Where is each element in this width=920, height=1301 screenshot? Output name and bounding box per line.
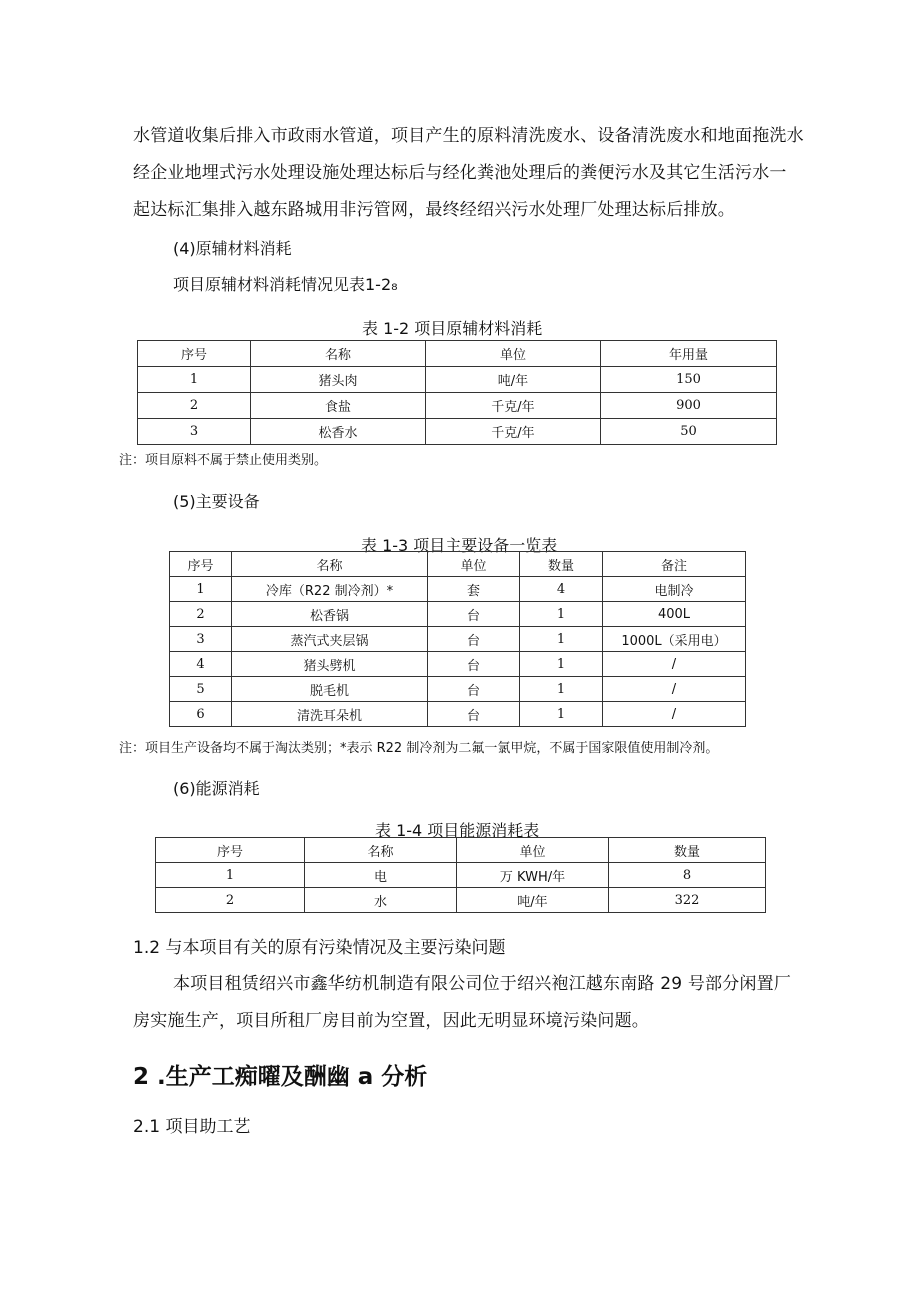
table-cell: 2 — [170, 602, 232, 627]
intro-paragraph — [133, 118, 804, 229]
chapter-2-heading: 2 .生产工痴曜及酬幽 a 分析 — [133, 1064, 428, 1090]
table-1-4 — [155, 837, 766, 913]
table-cell: 1000L（采用电） — [603, 627, 746, 652]
col-header: 年用量 — [601, 341, 777, 367]
table-cell: 4 — [170, 652, 232, 677]
section-5-heading: (5)主要设备 — [173, 492, 260, 511]
table-cell: 水 — [305, 888, 457, 913]
table-row — [170, 652, 746, 677]
col-header: 序号 — [170, 552, 232, 577]
table-cell: 1 — [520, 652, 603, 677]
table-cell: 322 — [609, 888, 766, 913]
table-header-row — [170, 552, 746, 577]
col-header: 单位 — [426, 341, 601, 367]
col-header: 名称 — [251, 341, 426, 367]
col-header: 名称 — [305, 838, 457, 863]
table-cell: 电制冷 — [603, 577, 746, 602]
table-cell: 2 — [156, 888, 305, 913]
table-row — [170, 602, 746, 627]
table-cell: 1 — [138, 367, 251, 393]
table-cell: 1 — [520, 627, 603, 652]
table-cell: 5 — [170, 677, 232, 702]
table-cell: 吨/年 — [457, 888, 609, 913]
table-cell: 套 — [428, 577, 520, 602]
table-header-row — [156, 838, 766, 863]
table-cell: 150 — [601, 367, 777, 393]
table-cell: 猪头劈机 — [232, 652, 428, 677]
table-cell: 松香水 — [251, 419, 426, 445]
table-row — [170, 577, 746, 602]
table-1-3-caption: 表 1-3 项目主要设备一览表 — [361, 536, 558, 555]
col-header: 单位 — [457, 838, 609, 863]
table-cell: 台 — [428, 702, 520, 727]
table-1-3 — [169, 551, 746, 727]
paragraph-line: 房实施生产，项目所租厂房目前为空置，因此无明显环境污染问题。 — [133, 1011, 649, 1031]
table-row — [170, 627, 746, 652]
table-cell: 吨/年 — [426, 367, 601, 393]
table-header-row — [138, 341, 777, 367]
table-cell: 脱毛机 — [232, 677, 428, 702]
table-cell: 50 — [601, 419, 777, 445]
section-2-1-heading: 2.1 项目助工艺 — [133, 1117, 251, 1137]
table-cell: 食盐 — [251, 393, 426, 419]
table-cell: 千克/年 — [426, 393, 601, 419]
col-header: 序号 — [138, 341, 251, 367]
table-cell: 3 — [170, 627, 232, 652]
table-1-2-caption: 表 1-2 项目原辅材料消耗 — [362, 319, 543, 338]
table-cell: 蒸汽式夹层锅 — [232, 627, 428, 652]
table-cell: 台 — [428, 627, 520, 652]
intro-line: 经企业地埋式污水处理设施处理达标后与经化粪池处理后的粪便污水及其它生活污水一 — [133, 163, 787, 183]
table-row — [138, 393, 777, 419]
table-cell: 台 — [428, 677, 520, 702]
col-header: 数量 — [609, 838, 766, 863]
table-cell: 台 — [428, 602, 520, 627]
table-cell: 1 — [170, 577, 232, 602]
col-header: 数量 — [520, 552, 603, 577]
table-cell: 400L — [603, 602, 746, 627]
table-row — [138, 419, 777, 445]
col-header: 序号 — [156, 838, 305, 863]
paragraph-line: 本项目租赁绍兴市鑫华纺机制造有限公司位于绍兴袍江越东南路 29 号部分闲置厂 — [173, 974, 792, 994]
table-1-2 — [137, 340, 777, 445]
table-cell: 松香锅 — [232, 602, 428, 627]
section-6-heading: (6)能源消耗 — [173, 779, 260, 798]
table-cell: 冷库（R22 制冷剂）* — [232, 577, 428, 602]
table-cell: 3 — [138, 419, 251, 445]
col-header: 单位 — [428, 552, 520, 577]
intro-line: 水管道收集后排入市政雨水管道，项目产生的原料清洗废水、设备清洗废水和地面拖洗水 — [133, 126, 804, 146]
section-1-2-paragraph — [133, 966, 798, 1040]
table-cell: 万 KWH/年 — [457, 863, 609, 888]
table-cell: 1 — [156, 863, 305, 888]
table-1-3-note: 注：项目生产设备均不属于淘汰类别；*表示 R22 制冷剂为二氟一氯甲烷，不属于国家限值使用制冷剂。 — [119, 741, 719, 756]
table-cell: 千克/年 — [426, 419, 601, 445]
section-4-heading: (4)原辅材料消耗 — [173, 239, 292, 258]
table-row — [156, 863, 766, 888]
table-cell: 台 — [428, 652, 520, 677]
table-row — [156, 888, 766, 913]
table-cell: / — [603, 652, 746, 677]
table-cell: 1 — [520, 602, 603, 627]
col-header: 名称 — [232, 552, 428, 577]
table-cell: / — [603, 677, 746, 702]
table-row — [170, 677, 746, 702]
table-row — [170, 702, 746, 727]
table-cell: 1 — [520, 702, 603, 727]
table-1-4-caption: 表 1-4 项目能源消耗表 — [375, 821, 540, 840]
section-4-intro: 项目原辅材料消耗情况见表1-2₈ — [173, 275, 398, 294]
table-cell: 4 — [520, 577, 603, 602]
table-cell: 2 — [138, 393, 251, 419]
intro-line: 起达标汇集排入越东路城用非污管网，最终经绍兴污水处理厂处理达标后排放。 — [133, 200, 735, 220]
table-row — [138, 367, 777, 393]
section-1-2-heading: 1.2 与本项目有关的原有污染情况及主要污染问题 — [133, 938, 506, 958]
col-header: 备注 — [603, 552, 746, 577]
table-cell: 8 — [609, 863, 766, 888]
table-cell: 电 — [305, 863, 457, 888]
table-cell: 1 — [520, 677, 603, 702]
table-cell: 6 — [170, 702, 232, 727]
table-cell: / — [603, 702, 746, 727]
table-cell: 900 — [601, 393, 777, 419]
table-cell: 猪头肉 — [251, 367, 426, 393]
table-cell: 清洗耳朵机 — [232, 702, 428, 727]
table-1-2-note: 注：项目原料不属于禁止使用类别。 — [119, 453, 328, 468]
